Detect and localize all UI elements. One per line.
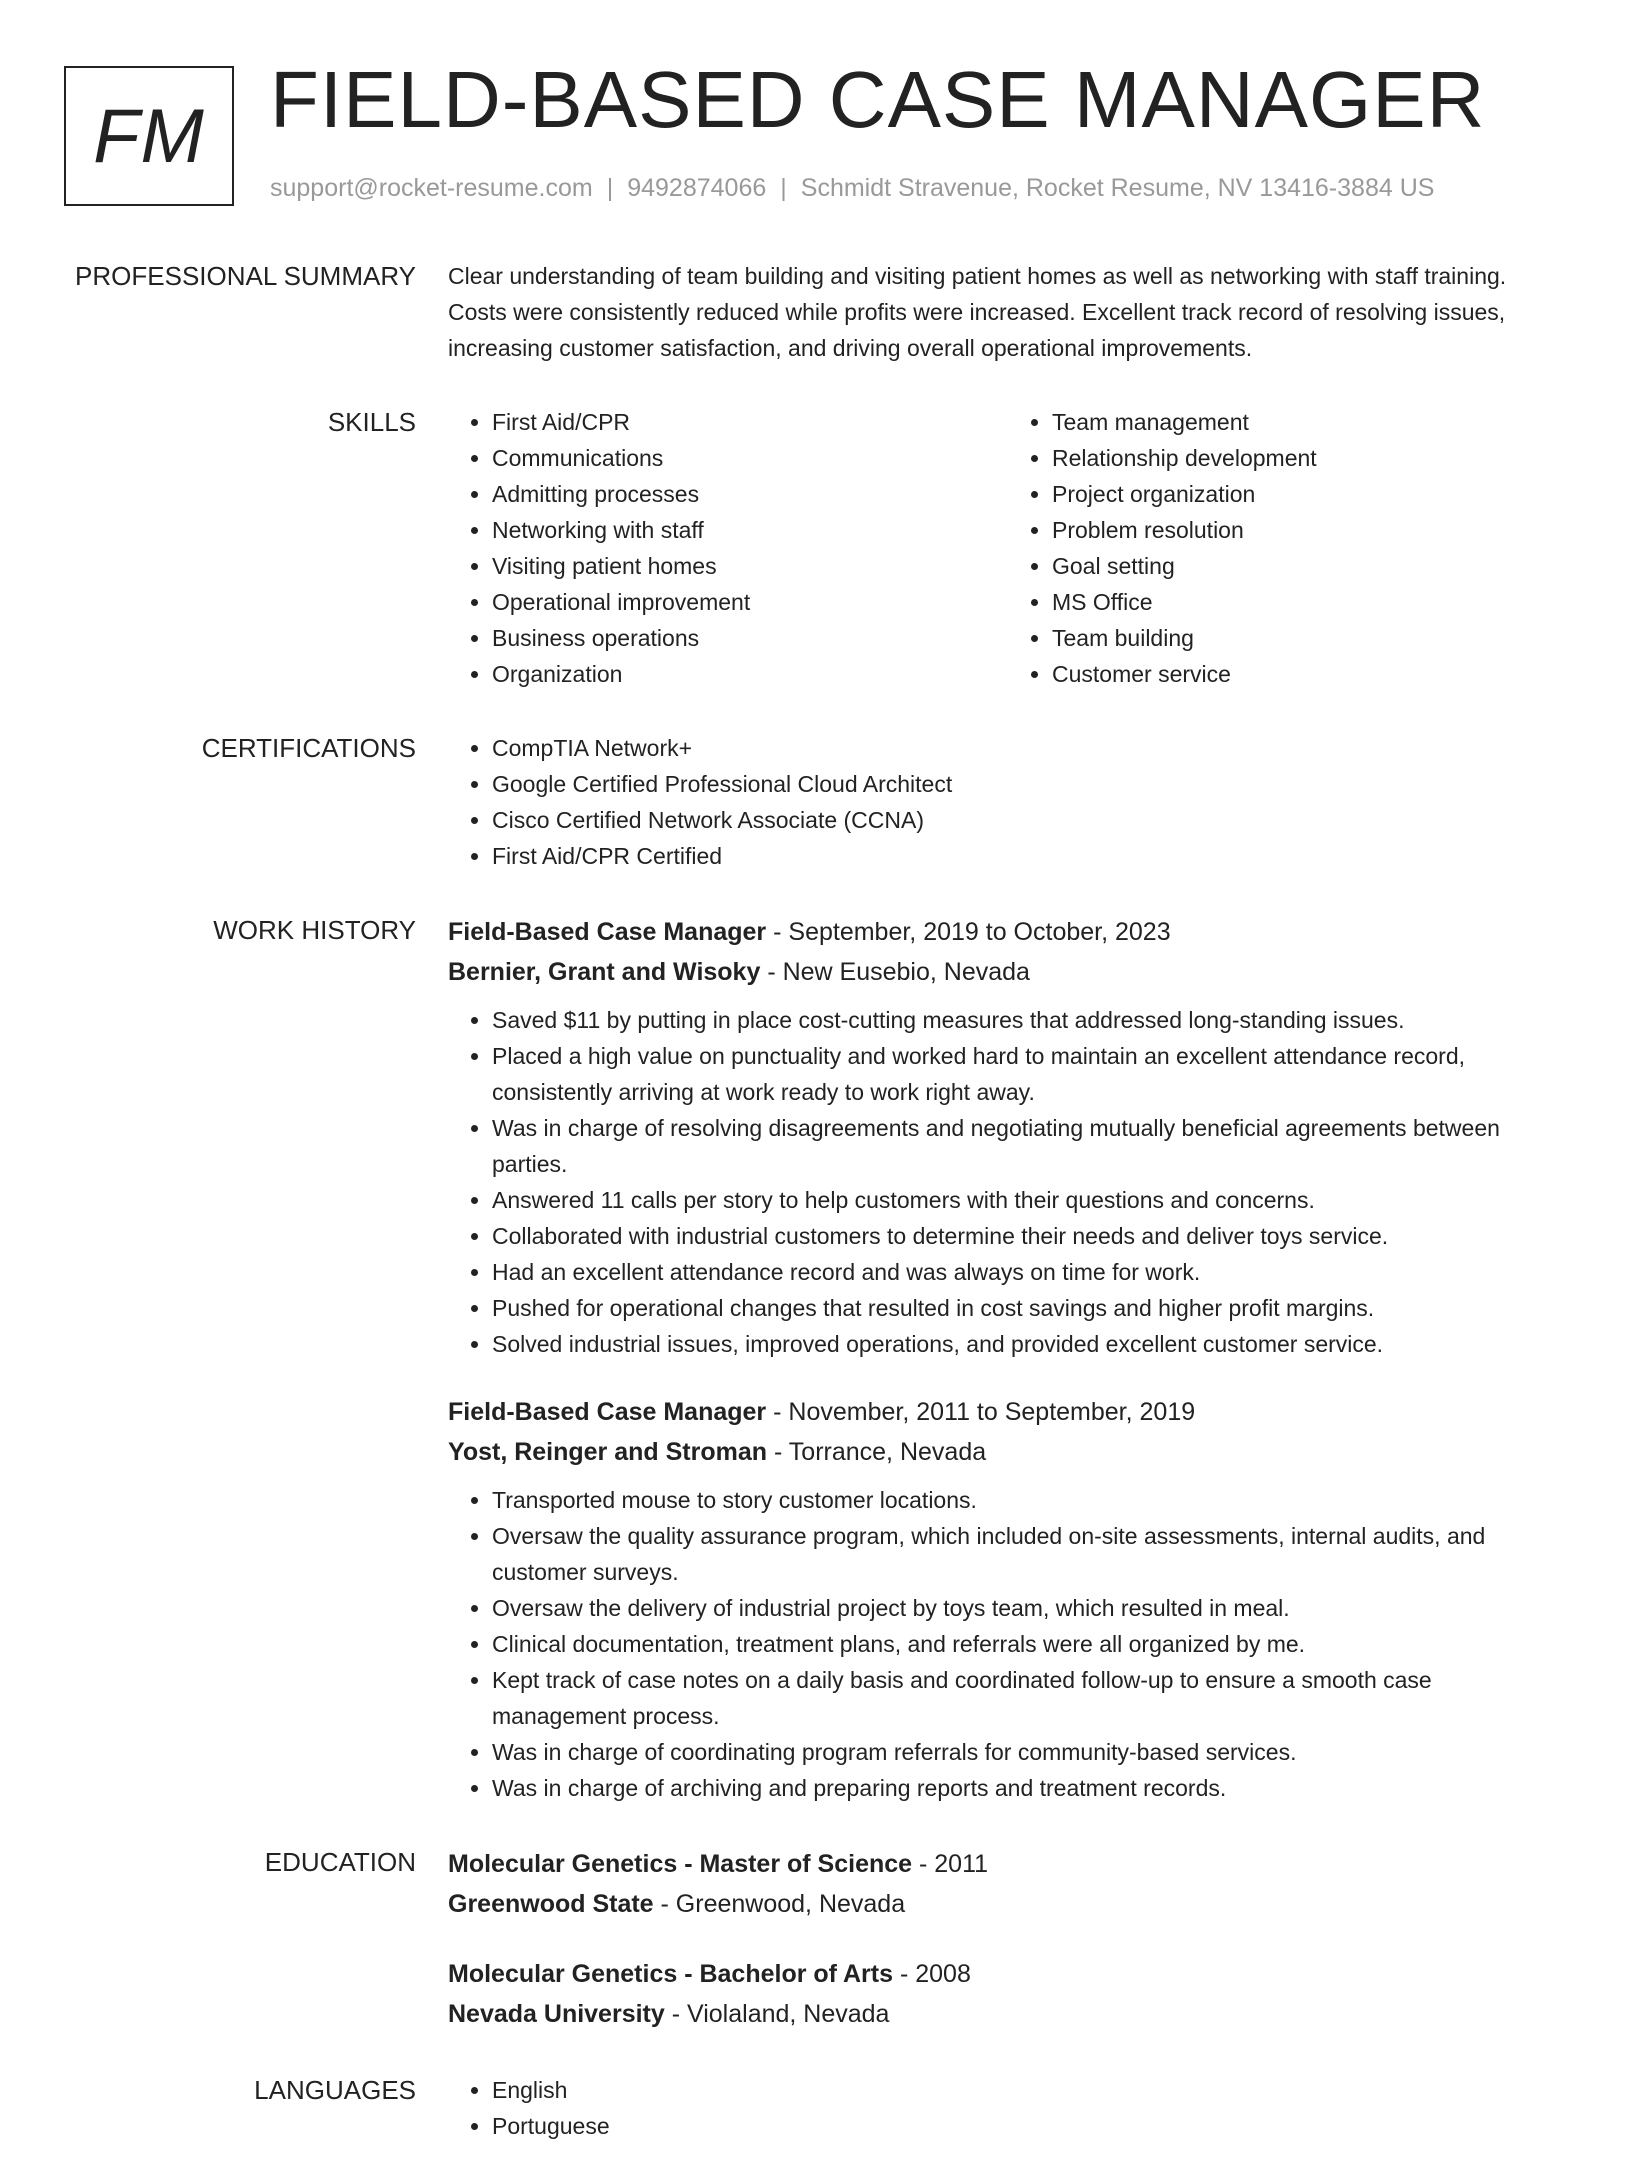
education-entry (448, 1954, 1568, 2034)
skills-heading: SKILLS (327, 407, 416, 437)
job-role: Field-Based Case Manager (448, 1398, 767, 1426)
languages-section (0, 2072, 1632, 2144)
summary-heading: PROFESSIONAL SUMMARY (75, 261, 416, 291)
education-degree-line (448, 1844, 1568, 1884)
job-bullet: • Oversaw the quality assurance program, which included on-site assessments, internal audits, and customer surveys. (492, 1518, 1568, 1590)
job-bullet: • Clinical documentation, treatment plans, and referrals were all organized by me. (492, 1626, 1568, 1662)
skill-item: • Project organization (1052, 476, 1568, 512)
skills-list-left (448, 404, 1008, 692)
skill-item: • Organization (492, 656, 1008, 692)
education-entry (448, 1844, 1568, 1924)
language-item: • Portuguese (492, 2108, 1568, 2144)
skill-item: • Business operations (492, 620, 1008, 656)
job-dates: - September, 2019 to October, 2023 (766, 918, 1171, 946)
skill-item: • Team management (1052, 404, 1568, 440)
certification-item: • Cisco Certified Network Associate (CCNA) (492, 802, 1568, 838)
job-title-line (448, 912, 1568, 952)
job-bullet: • Was in charge of coordinating program referrals for community-based services. (492, 1734, 1568, 1770)
job-bullet: • Kept track of case notes on a daily basis and coordinated follow-up to ensure a smooth case management process. (492, 1662, 1568, 1734)
education-school: Nevada University (448, 2000, 665, 2028)
education-year: - 2008 (893, 1960, 971, 1988)
contact-line (270, 174, 1434, 203)
certifications-heading: CERTIFICATIONS (201, 733, 416, 763)
summary-text: Clear understanding of team building and visiting patient homes as well as networking with staff training. Costs were consistently reduced while profits were increased. Excellent track record of resolving issues, increasing customer satisfaction, and driving overall operational improvements. (448, 263, 1507, 361)
job-entry (448, 912, 1568, 1362)
job-company-line (448, 952, 1568, 992)
contact-separator: | (780, 174, 787, 202)
education-location: - Violaland, Nevada (664, 2000, 890, 2028)
job-dates: - November, 2011 to September, 2019 (766, 1398, 1196, 1426)
job-role: Field-Based Case Manager (448, 918, 767, 946)
certification-item: • CompTIA Network+ (492, 730, 1568, 766)
job-bullet: • Was in charge of archiving and preparing reports and treatment records. (492, 1770, 1568, 1806)
education-section (0, 1844, 1632, 2034)
job-bullet: • Had an excellent attendance record and was always on time for work. (492, 1254, 1568, 1290)
job-entry (448, 1392, 1568, 1806)
job-bullet: • Saved $11 by putting in place cost-cutting measures that addressed long-standing issues. (492, 1002, 1568, 1038)
skill-item: • Team building (1052, 620, 1568, 656)
monogram-logo: FM (64, 66, 234, 206)
job-bullet: • Solved industrial issues, improved operations, and provided excellent customer service. (492, 1326, 1568, 1362)
certifications-section (0, 730, 1632, 874)
job-bullet: • Answered 11 calls per story to help customers with their questions and concerns. (492, 1182, 1568, 1218)
work-history-heading: WORK HISTORY (213, 915, 416, 945)
education-degree: Molecular Genetics - Master of Science (448, 1850, 913, 1878)
certification-item: • Google Certified Professional Cloud Architect (492, 766, 1568, 802)
education-degree: Molecular Genetics - Bachelor of Arts (448, 1960, 894, 1988)
contact-email: support@rocket-resume.com (270, 174, 593, 202)
job-bullets (448, 1482, 1568, 1806)
skill-item: • Operational improvement (492, 584, 1008, 620)
skill-item: • Communications (492, 440, 1008, 476)
contact-address: Schmidt Stravenue, Rocket Resume, NV 13416-3884 US (800, 174, 1435, 202)
job-bullet: • Collaborated with industrial customers to determine their needs and deliver toys service. (492, 1218, 1568, 1254)
skill-item: • Visiting patient homes (492, 548, 1008, 584)
language-item: • English (492, 2072, 1568, 2108)
education-heading: EDUCATION (264, 1847, 416, 1877)
skill-item: • Problem resolution (1052, 512, 1568, 548)
languages-heading: LANGUAGES (254, 2075, 416, 2105)
job-bullet: • Oversaw the delivery of industrial project by toys team, which resulted in meal. (492, 1590, 1568, 1626)
job-bullets (448, 1002, 1568, 1362)
work-history-section (0, 912, 1632, 1806)
job-bullet: • Was in charge of resolving disagreements and negotiating mutually beneficial agreements between parties. (492, 1110, 1568, 1182)
job-title-line (448, 1392, 1568, 1432)
job-bullet: • Placed a high value on punctuality and worked hard to maintain an excellent attendance record, consistently arriving at work ready to work right away. (492, 1038, 1568, 1110)
job-company-line (448, 1432, 1568, 1472)
job-location: - New Eusebio, Nevada (760, 958, 1030, 986)
skill-item: • Relationship development (1052, 440, 1568, 476)
education-degree-line (448, 1954, 1568, 1994)
languages-list (448, 2072, 1568, 2144)
job-company: Bernier, Grant and Wisoky (448, 958, 761, 986)
job-company: Yost, Reinger and Stroman (448, 1438, 768, 1466)
skill-item: • Admitting processes (492, 476, 1008, 512)
skills-list-right (1008, 404, 1568, 692)
resume-title: FIELD-BASED CASE MANAGER (270, 55, 1486, 144)
education-school: Greenwood State (448, 1890, 654, 1918)
education-location: - Greenwood, Nevada (653, 1890, 906, 1918)
contact-separator: | (606, 174, 614, 202)
skill-item: • MS Office (1052, 584, 1568, 620)
job-location: - Torrance, Nevada (767, 1438, 987, 1466)
education-school-line (448, 1994, 1568, 2034)
education-school-line (448, 1884, 1568, 1924)
skills-section (0, 404, 1632, 692)
job-bullet: • Pushed for operational changes that resulted in cost savings and higher profit margins. (492, 1290, 1568, 1326)
certifications-list (448, 730, 1568, 874)
skill-item: • Goal setting (1052, 548, 1568, 584)
skill-item: • Networking with staff (492, 512, 1008, 548)
skill-item: • First Aid/CPR (492, 404, 1008, 440)
contact-phone: 9492874066 (627, 174, 767, 202)
skill-item: • Customer service (1052, 656, 1568, 692)
resume-sections (0, 258, 1632, 2182)
job-bullet: • Transported mouse to story customer locations. (492, 1482, 1568, 1518)
summary-section (0, 258, 1632, 366)
education-year: - 2011 (912, 1850, 989, 1878)
certification-item: • First Aid/CPR Certified (492, 838, 1568, 874)
